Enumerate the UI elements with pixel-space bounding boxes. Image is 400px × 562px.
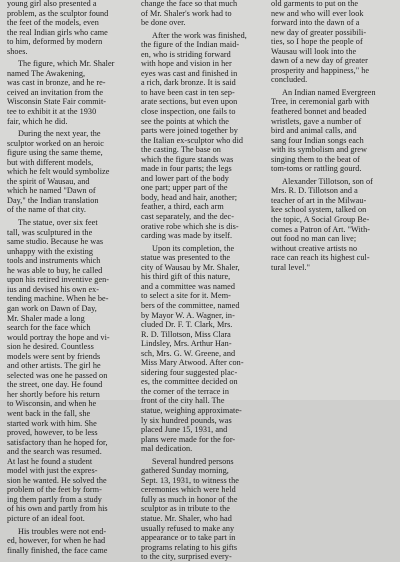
- text-line: race can reach its highest cul-: [271, 253, 370, 263]
- text-line: fair, which he did.: [7, 116, 68, 126]
- text-line: but with different models,: [7, 157, 94, 167]
- text-line: gathered Sunday morning,: [141, 466, 229, 476]
- text-line: bird and animal calls, and: [271, 126, 357, 136]
- text-line: orative robe which she is dis-: [141, 221, 239, 231]
- text-line: Tree, in ceremonial garb with: [271, 97, 370, 107]
- text-line: tools and instruments which: [7, 256, 101, 266]
- text-line: ties, so I hope the people of: [271, 37, 363, 47]
- text-line: bers of the committee, named: [141, 300, 240, 310]
- text-line: which he felt would symbolize: [7, 167, 110, 177]
- text-line: ceived an invitation from the: [7, 87, 104, 97]
- text-line: the street, one day. He found: [7, 380, 103, 390]
- text-line: Mrs. R. D. Tillotson and a: [271, 186, 358, 196]
- text-line: dawn of a new day of greater: [271, 56, 368, 66]
- text-line: appearance or to take part in: [141, 533, 236, 543]
- text-line: arate sections, but even upon: [141, 97, 238, 107]
- text-line: city of Wausau by Mr. Shaler,: [141, 262, 240, 272]
- text-line: he was able to buy, he called: [7, 265, 103, 275]
- text-line: upon his retired inventive gen-: [7, 275, 110, 285]
- text-line: tee to exhibit it at the 1930: [7, 107, 97, 117]
- text-line: would portray the hope and vi-: [7, 332, 110, 342]
- text-line: mal dedication.: [141, 444, 193, 454]
- text-line: with hope and vision in her: [141, 59, 232, 69]
- text-line: tural level.": [271, 262, 311, 272]
- text-line: parts were joined together by: [141, 126, 238, 136]
- text-line: of Mr. Shaler's work had to: [141, 8, 232, 18]
- text-line: sidering four suggested plac-: [141, 367, 238, 377]
- text-line: which he named "Dawn of: [7, 186, 96, 196]
- text-line: carding was made by itself.: [141, 231, 233, 241]
- text-line: unhappy with the existing: [7, 246, 94, 256]
- text-line: body, head and hair, another;: [141, 192, 238, 202]
- text-line: of his own and partly from his: [7, 504, 108, 514]
- text-line: figure using the same theme,: [7, 148, 103, 158]
- text-line: During the next year, the: [18, 129, 101, 139]
- text-line: picture of an ideal foot.: [7, 513, 85, 523]
- text-line: ing them partly from a study: [7, 494, 102, 504]
- text-line: placed June 15, 1931, and: [141, 425, 228, 435]
- text-line: the feet of the models, even: [7, 18, 99, 28]
- text-line: the Italian ex-sculptor who did: [141, 135, 244, 145]
- text-line: At last he found a student: [7, 456, 93, 466]
- text-line: ius and devised his own ex-: [7, 284, 100, 294]
- text-line: es, the committee decided on: [141, 377, 238, 387]
- text-line: see the points at which the: [141, 116, 229, 126]
- text-line: old garments to put on the: [271, 0, 359, 8]
- text-line: teacher of art in the Milwau-: [271, 195, 367, 205]
- text-line: programs relating to his gifts: [141, 542, 238, 552]
- text-line: was cast in bronze, and he re-: [7, 78, 106, 88]
- text-line: to select a site for it. Mem-: [141, 291, 231, 301]
- text-line: started work with him. She: [7, 418, 97, 428]
- text-line: feather, a third, each arm: [141, 202, 224, 212]
- text-line: feathered bonnet and beaded: [271, 107, 367, 117]
- text-line: his third gift of this nature,: [141, 272, 231, 282]
- text-line: and other artists. The girl he: [7, 361, 101, 371]
- text-line: satisfactory than he hoped for,: [7, 437, 108, 447]
- text-line: concluded.: [271, 75, 308, 85]
- text-line: with its symbolism and grew: [271, 145, 367, 155]
- text-line: and a committee was named: [141, 281, 236, 291]
- text-line: His troubles were not end-: [18, 526, 107, 536]
- text-line: ed, however, for when he had: [7, 536, 106, 546]
- text-line: R. D. Tillotson, Miss Clara: [141, 329, 231, 339]
- text-line: singing them to the beat of: [271, 154, 360, 164]
- text-line: Miss Mary Atwood. After con-: [141, 358, 244, 368]
- text-line: out food no man can live;: [271, 234, 357, 244]
- text-line: cluded Dr. F. T. Clark, Mrs.: [141, 320, 233, 330]
- text-line: finally finished, the face came: [7, 545, 108, 555]
- text-line: a rich, dark bronze. It is said: [141, 78, 236, 88]
- text-line: tom-toms or rattling gourd.: [271, 164, 362, 174]
- text-line: prosperity and happiness," he: [271, 65, 370, 75]
- text-line: and the search was resumed.: [7, 447, 102, 457]
- text-line: the real Indian girls who came: [7, 27, 108, 37]
- text-line: Sept. 13, 1931, to witness the: [141, 475, 239, 485]
- text-line: ly six hundred pounds, was: [141, 415, 232, 425]
- text-line: Upon its completion, the: [152, 243, 235, 253]
- text-line: sculptor as in tribute to the: [141, 504, 230, 514]
- text-line: models were sent by friends: [7, 351, 101, 361]
- text-line: statue was presented to the: [141, 253, 231, 263]
- text-line: to the city, surprised every-: [141, 552, 232, 562]
- text-line: her shortly before his return: [7, 389, 100, 399]
- text-line: same studio. Because he was: [7, 237, 104, 247]
- text-line: the casting. The base on: [141, 145, 221, 155]
- text-line: usually refused to make any: [141, 523, 235, 533]
- text-line: front of the city hall. The: [141, 396, 225, 406]
- article-column-1: [7, 0, 128, 555]
- text-line: went back in the fall, she: [7, 408, 91, 418]
- text-line: to him, deformed by modern: [7, 37, 103, 47]
- text-line: new and who will ever look: [271, 8, 364, 18]
- text-line: sculptor worked on an heroic: [7, 138, 104, 148]
- text-line: one part; upper part of the: [141, 183, 228, 193]
- text-line: cast separately, and the dec-: [141, 212, 234, 222]
- text-line: eyes was cast and finished in: [141, 68, 238, 78]
- text-line: The figure, which Mr. Shaler: [18, 59, 115, 69]
- text-line: gan work on Dawn of Day,: [7, 303, 97, 313]
- text-line: Alexander Tillotson, son of: [282, 176, 373, 186]
- text-line: tall, was sculptured in the: [7, 227, 93, 237]
- text-line: fully as much in honor of the: [141, 494, 238, 504]
- text-line: of the name of that city.: [7, 205, 86, 215]
- text-line: by Mayor W. A. Wagner, in-: [141, 310, 235, 320]
- text-line: the spirit of Wausau, and: [7, 176, 90, 186]
- text-line: to have been cast in ten sep-: [141, 87, 235, 97]
- text-line: plans were made for the for-: [141, 434, 236, 444]
- text-line: Mr. Shaler made a long: [7, 313, 85, 323]
- text-line: model with just the expres-: [7, 466, 98, 476]
- text-line: Wisconsin State Fair commit-: [7, 97, 107, 107]
- text-line: close inspection, one fails to: [141, 107, 236, 117]
- text-line: the corner of the terrace in: [141, 386, 230, 396]
- text-line: sion he wanted. He solved the: [7, 475, 107, 485]
- text-line: change the face so that much: [141, 0, 238, 8]
- text-line: and lower part of the body: [141, 173, 229, 183]
- text-line: without creative artists no: [271, 243, 358, 253]
- text-line: Several hundred persons: [152, 456, 234, 466]
- text-line: Wausau will look into the: [271, 46, 357, 56]
- text-line: new day of greater possibili-: [271, 27, 367, 37]
- text-line: An Indian named Evergreen: [282, 87, 376, 97]
- text-line: which the figure stands was: [141, 154, 234, 164]
- text-line: young girl also presented a: [7, 0, 97, 8]
- text-line: en, who is striding forward: [141, 49, 231, 59]
- text-line: named The Awakening,: [7, 68, 86, 78]
- text-line: Lindsley, Mrs. Arthur Han-: [141, 339, 232, 349]
- text-line: the figure of the Indian maid-: [141, 40, 240, 50]
- text-line: wristlets, gave a number of: [271, 116, 362, 126]
- text-line: sang four Indian songs each: [271, 135, 364, 145]
- text-line: tending machine. When he be-: [7, 294, 109, 304]
- text-line: search for the face which: [7, 323, 91, 333]
- text-line: Day," the Indian translation: [7, 195, 99, 205]
- text-line: forward into the dawn of a: [271, 18, 360, 28]
- text-line: proved, however, to be less: [7, 428, 98, 438]
- text-line: the topic, A Social Group Be-: [271, 215, 370, 225]
- text-line: sch, Mrs. G. W. Greene, and: [141, 348, 236, 358]
- text-line: be done over.: [141, 18, 186, 28]
- article-column-3: [271, 0, 394, 272]
- text-line: The statue, over six feet: [18, 218, 98, 228]
- text-line: sion he desired. Countless: [7, 342, 94, 352]
- text-line: made in four parts; the legs: [141, 164, 232, 174]
- text-line: to Wisconsin, and when he: [7, 399, 97, 409]
- text-line: ceremonies which were held: [141, 485, 236, 495]
- text-line: statue. Mr. Shaler, who had: [141, 513, 232, 523]
- article-column-2: [141, 0, 262, 562]
- text-line: problem of the feet by form-: [7, 485, 102, 495]
- text-line: After the work was finished,: [152, 30, 247, 40]
- text-line: shoes.: [7, 46, 28, 56]
- text-line: problem, as the sculptor found: [7, 8, 109, 18]
- text-line: comes a Patron of Art. "With-: [271, 224, 371, 234]
- text-line: kee school system, talked on: [271, 205, 367, 215]
- text-line: selected was one he passed on: [7, 370, 108, 380]
- text-line: statue, weighing approximate-: [141, 405, 242, 415]
